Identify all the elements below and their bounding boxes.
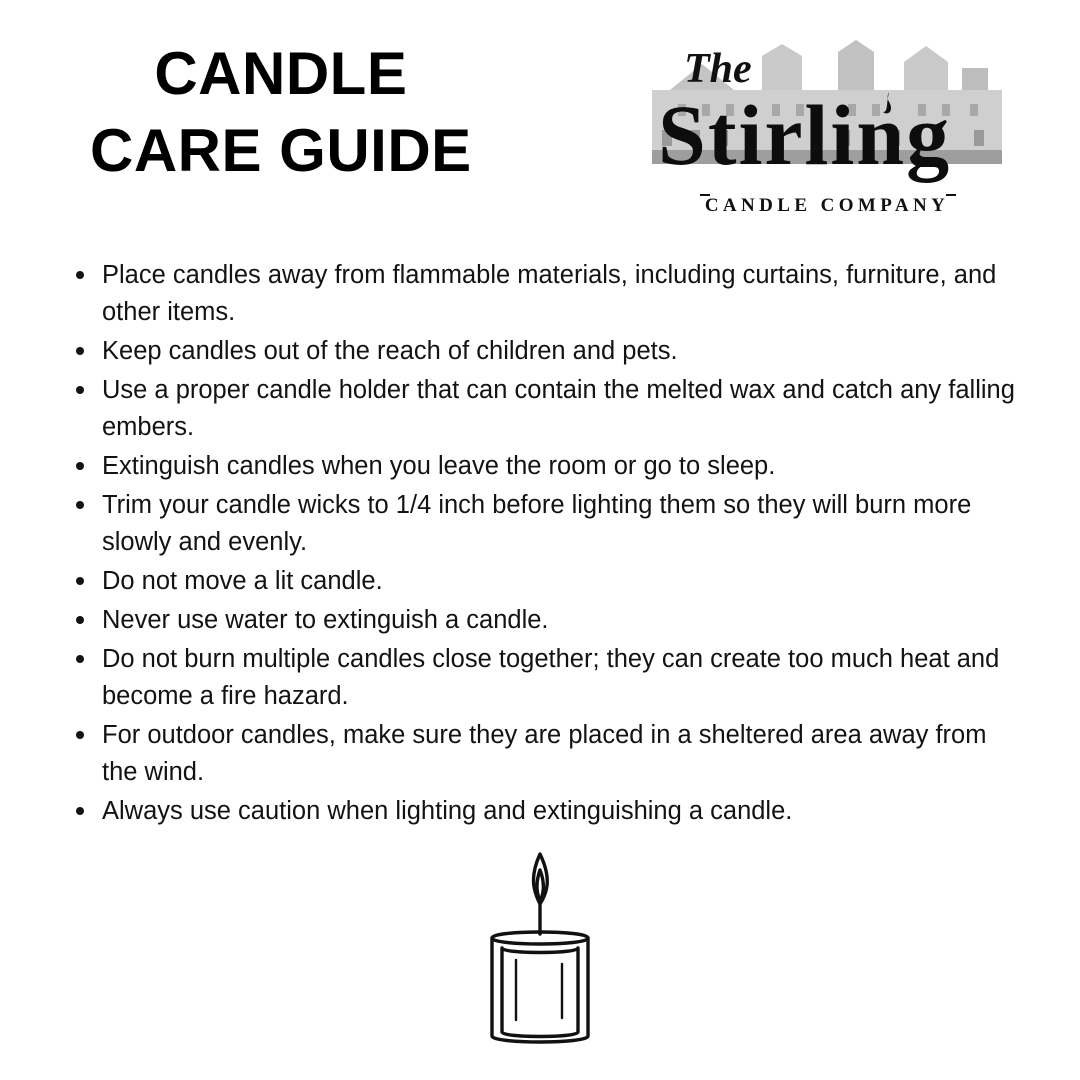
list-item: Place candles away from flammable materials, including curtains, furniture, and other items. (72, 257, 1025, 331)
header (0, 0, 1080, 219)
list-item: Do not burn multiple candles close together; they can create too much heat and become a fire hazard. (72, 641, 1025, 715)
title-line-1: CANDLE (154, 40, 408, 107)
page-title (60, 28, 472, 190)
brand-logo (642, 34, 1012, 219)
candle-illustration (0, 848, 1080, 1058)
list-item: Trim your candle wicks to 1/4 inch before lighting them so they will burn more slowly and evenly. (72, 487, 1025, 561)
title-line-2: CARE GUIDE (90, 116, 472, 184)
list-item: Always use caution when lighting and extinguishing a candle. (72, 793, 1025, 830)
logo-word-stirling: Stirling (658, 87, 952, 183)
logo-tagline: CANDLE COMPANY (704, 195, 950, 216)
logo-word-the: The (684, 46, 752, 92)
care-tips-list (0, 257, 1080, 830)
list-item: Extinguish candles when you leave the room or go to sleep. (72, 448, 1025, 485)
list-item: For outdoor candles, make sure they are placed in a sheltered area away from the wind. (72, 717, 1025, 791)
list-item: Use a proper candle holder that can contain the melted wax and catch any falling embers. (72, 372, 1025, 446)
list-item: Keep candles out of the reach of children and pets. (72, 333, 1025, 370)
list-item: Never use water to extinguish a candle. (72, 602, 1025, 639)
list-item: Do not move a lit candle. (72, 563, 1025, 600)
